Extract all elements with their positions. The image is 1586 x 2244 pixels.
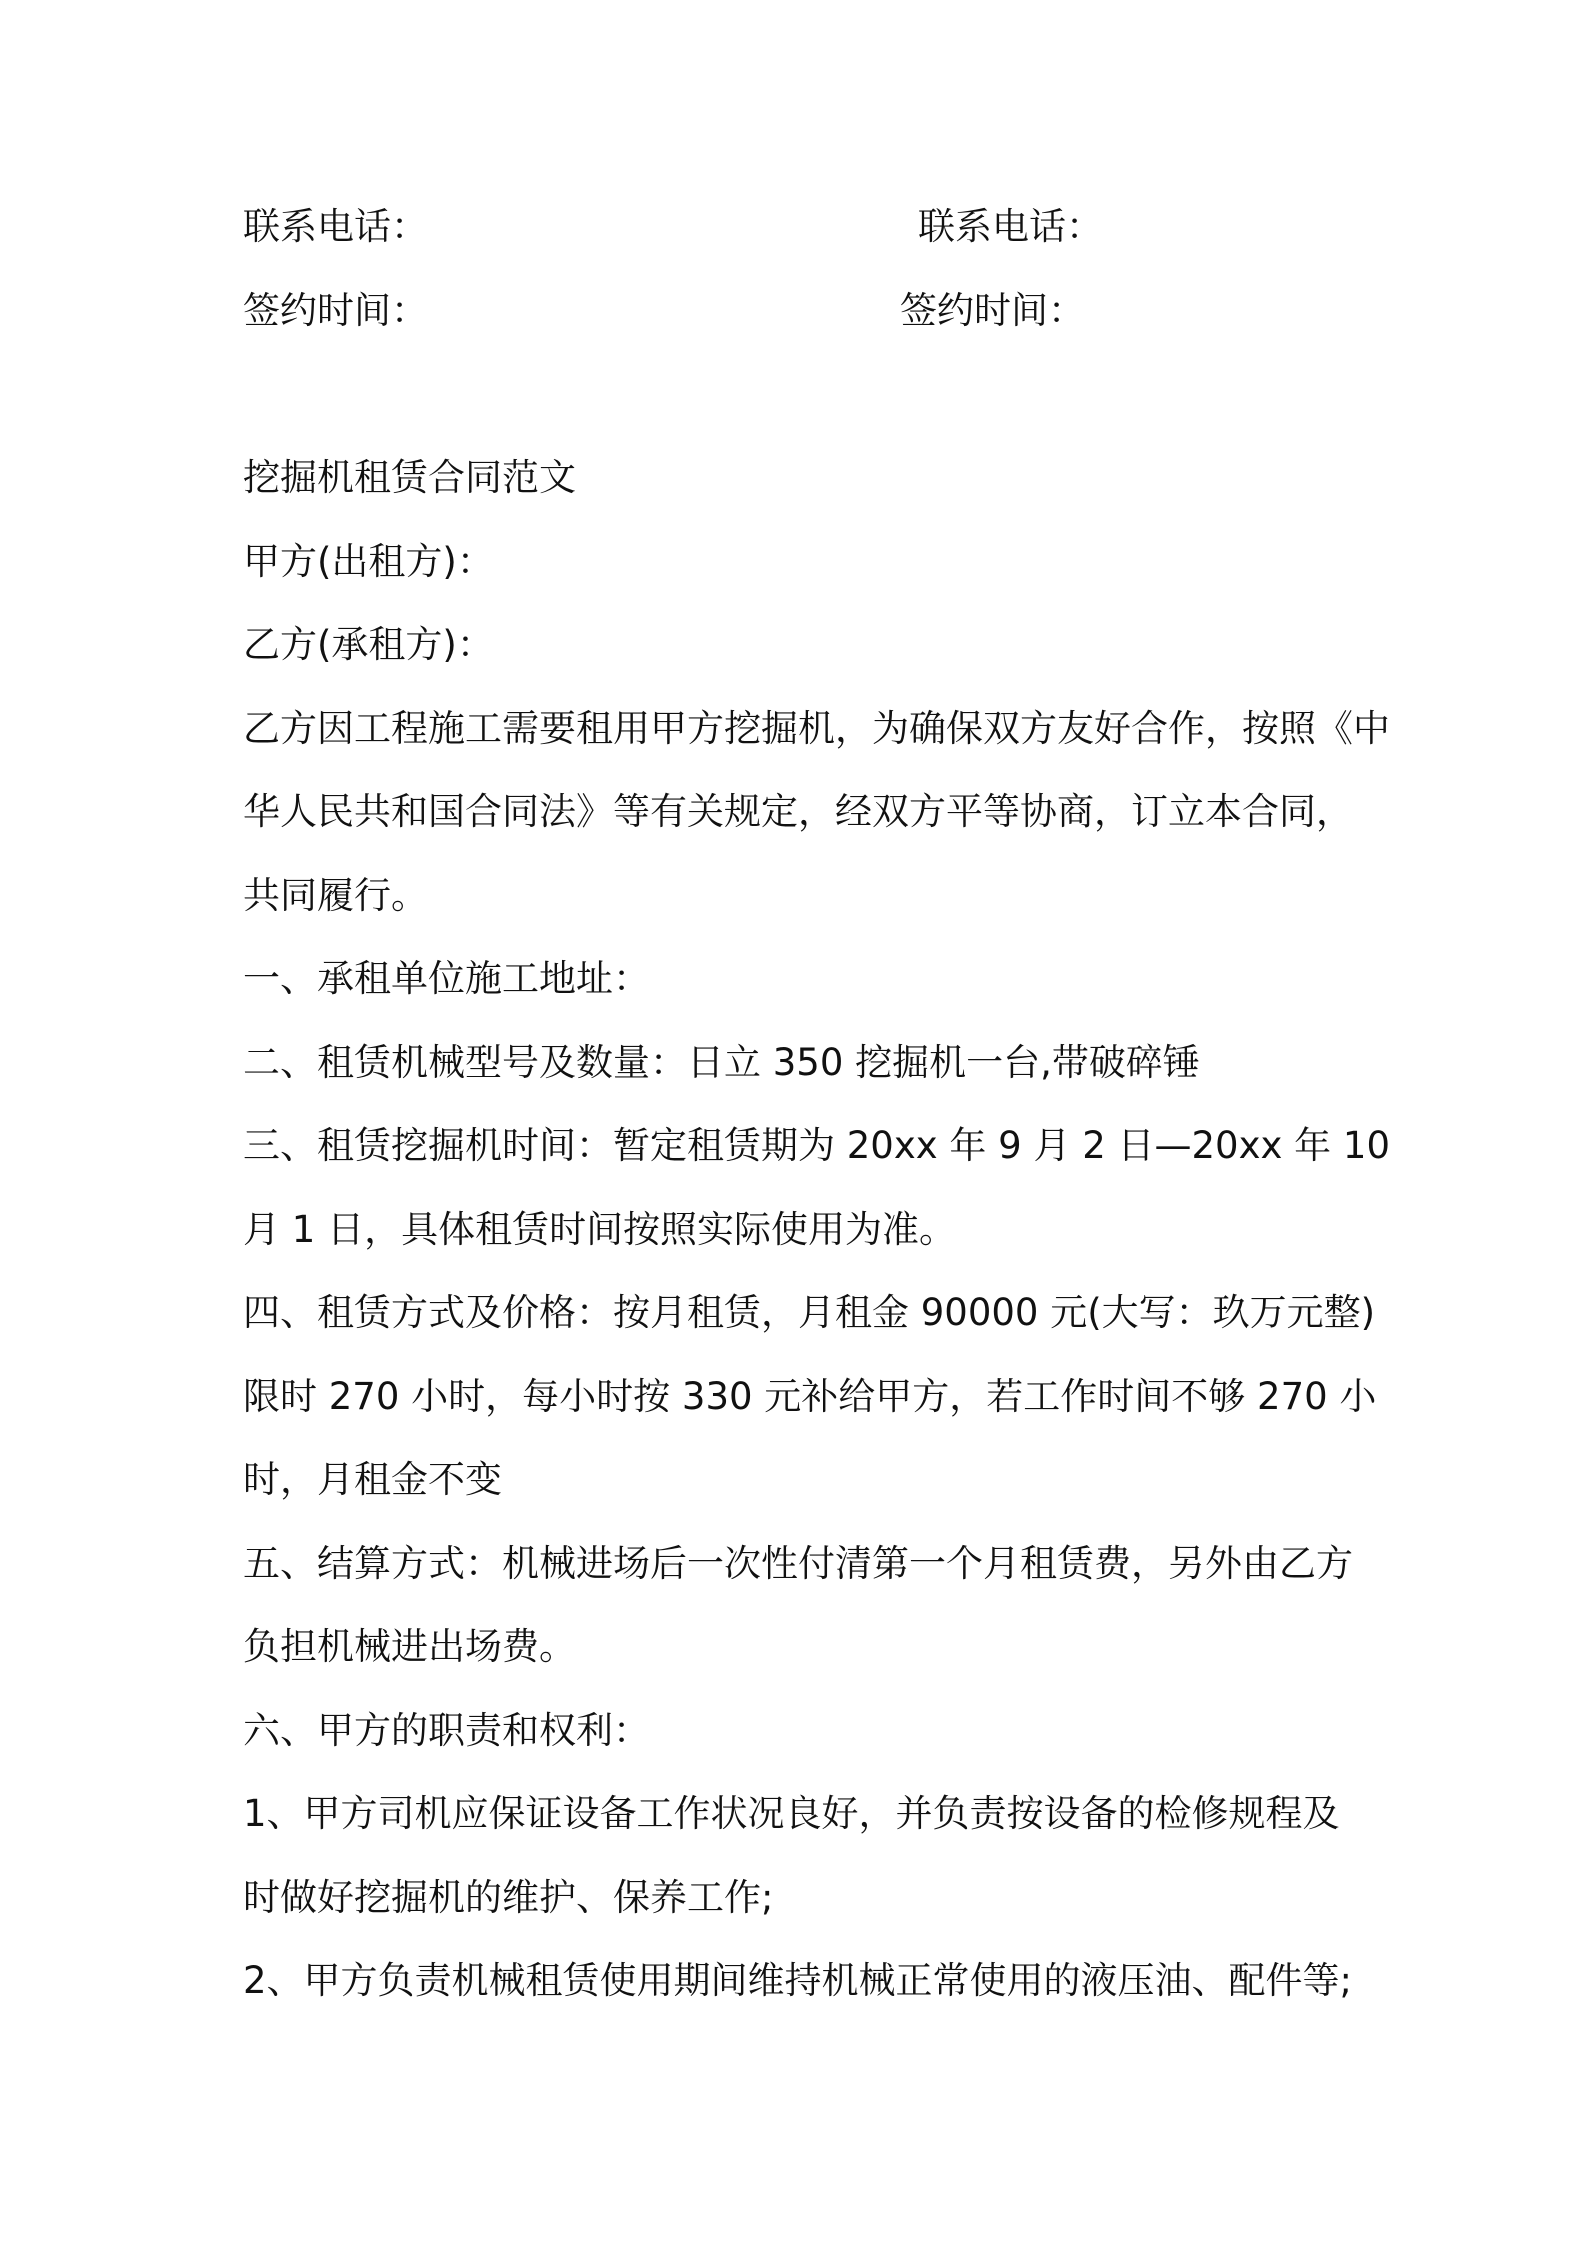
right-phone-label: 联系电话： [918,205,1103,248]
clause-6: 六、甲方的职责和权利： [243,1709,650,1752]
clause-3-line: 三、租赁挖掘机时间：暂定租赁期为 20xx 年 9 月 2 日—20xx 年 10 [243,1124,1390,1167]
clause-2: 二、租赁机械型号及数量：日立 350 挖掘机一台,带破碎锤 [243,1041,1200,1084]
left-phone-label: 联系电话： [243,205,428,248]
intro-line: 共同履行。 [243,874,428,917]
right-sign-time-label: 签约时间： [900,289,1085,332]
clause-4-line: 时，月租金不变 [243,1458,502,1501]
clause-3-line: 月 1 日，具体租赁时间按照实际使用为准。 [243,1208,957,1251]
clause-5-line: 五、结算方式：机械进场后一次性付清第一个月租赁费，另外由乙方 [243,1542,1353,1585]
document-title: 挖掘机租赁合同范文 [243,456,576,499]
clause-4-line: 限时 270 小时，每小时按 330 元补给甲方，若工作时间不够 270 小 [243,1375,1377,1418]
party-a-line: 甲方(出租方)： [243,540,494,583]
clause-4-line: 四、租赁方式及价格：按月租赁，月租金 90000 元(大写：玖万元整) [243,1291,1376,1334]
party-b-line: 乙方(承租方)： [243,623,494,666]
clause-1: 一、承租单位施工地址： [243,957,650,1000]
left-sign-time-label: 签约时间： [243,289,428,332]
intro-line: 华人民共和国合同法》等有关规定，经双方平等协商，订立本合同， [243,790,1353,833]
intro-line: 乙方因工程施工需要租用甲方挖掘机，为确保双方友好合作，按照《中 [243,707,1390,750]
clause-5-line: 负担机械进出场费。 [243,1625,576,1668]
item-2: 2、甲方负责机械租赁使用期间维持机械正常使用的液压油、配件等; [243,1959,1353,2002]
item-1-line: 时做好挖掘机的维护、保养工作; [243,1876,774,1919]
item-1-line: 1、甲方司机应保证设备工作状况良好，并负责按设备的检修规程及 [243,1792,1340,1835]
